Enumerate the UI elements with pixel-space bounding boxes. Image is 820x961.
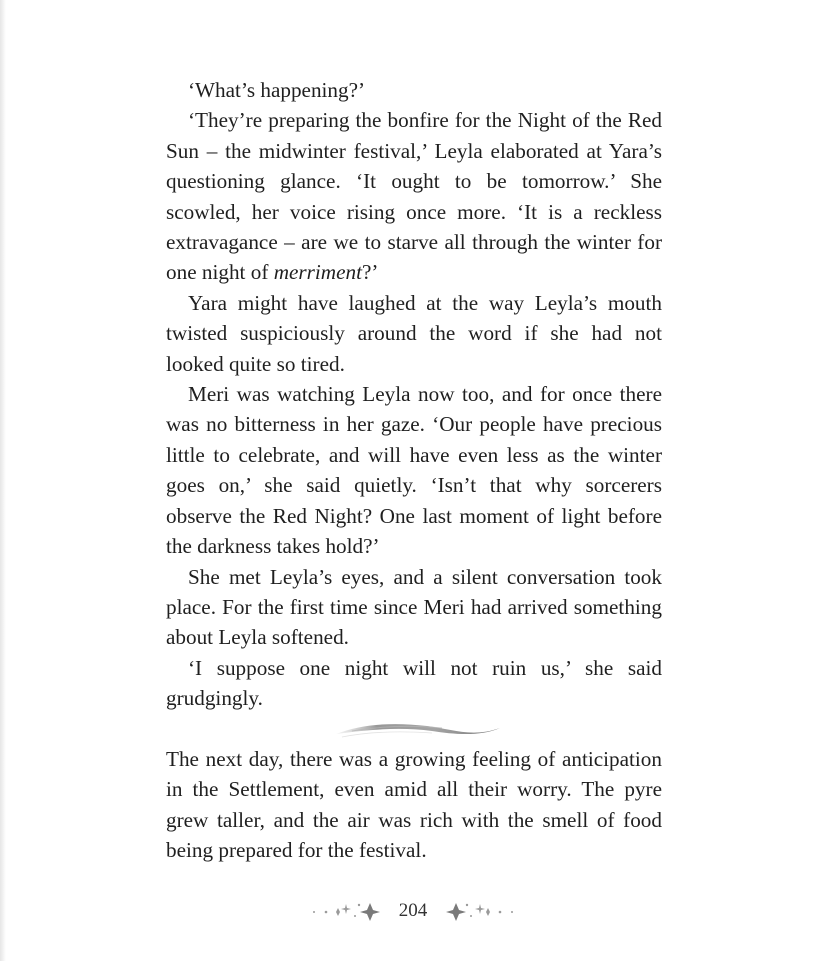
page-number: 204 <box>398 900 428 921</box>
paragraph-6: ‘I suppose one night will not ruin us,’ she said grudgingly. <box>166 655 662 711</box>
paragraph-1: ‘What’s happening?’ <box>188 78 366 102</box>
paragraph-2-tail: ?’ <box>361 260 379 285</box>
brushstroke-divider-icon <box>332 714 504 744</box>
page-edge-shadow <box>0 0 6 961</box>
paragraph-3: Yara might have laughed at the way Leyla’s mouth twisted suspiciously around the word if she had not looked quite so tired. <box>166 290 662 376</box>
paragraph-2-text: ‘They’re preparing the bonfire for the Night of the Red Sun – the midwinter festival,’ Leyla elaborated at Yara’s questioning glance. ‘It ought to be tomorrow.’ She scowled, her voice rising once more. ‘It is a reckless extravagance – are we to starve all through the winter for one night of <box>166 108 662 285</box>
paragraph-4: Meri was watching Leyla now too, and for once there was no bitterness in her gaze. ‘Our people have precious little to celebrate, and will have even less as the winter goes on,’ she said quietly. ‘Isn’t that why sorcerers observe the Red Night? One last moment of light before the darkness takes hold?’ <box>166 382 662 559</box>
paragraph-7: The next day, there was a growing feeling of anticipation in the Settlement, even amid all their worry. The pyre grew taller, and the air was rich with the smell of food being prepared for the festival. <box>166 747 662 863</box>
paragraph-2 <box>166 105 662 287</box>
page-folio <box>300 896 526 928</box>
paragraph-2-emphasis: merriment <box>273 260 362 285</box>
text-block-after-break <box>166 744 662 866</box>
text-block-before-break <box>166 75 662 714</box>
paragraph-5: She met Leyla’s eyes, and a silent conversation took place. For the first time since Meri had arrived something about Leyla softened. <box>166 564 662 650</box>
